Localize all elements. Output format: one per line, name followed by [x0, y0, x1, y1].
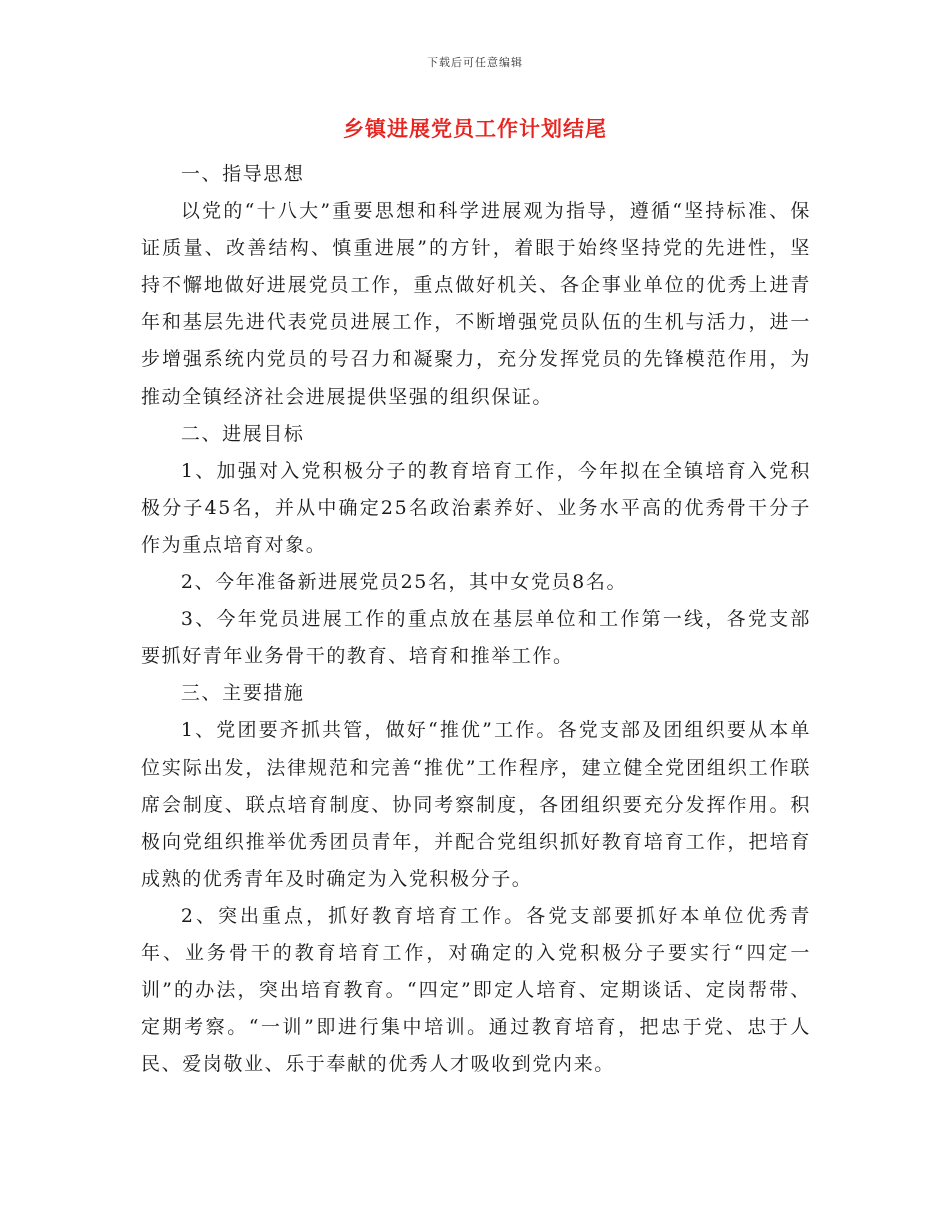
header-note: 下载后可任意编辑	[427, 56, 523, 69]
document-body	[141, 156, 811, 1083]
paragraph-goal-2: 2、今年准备新进展党员25名，其中女党员8名。	[180, 571, 628, 594]
paragraph-measure-1: 1、党团要齐抓共管，做好“推优”工作。各党支部及团组织要从本单位实际出发，法律规范和完善“推优”工作程序，建立健全党团组织工作联席会制度、联点培育制度、协同考察制度，各团组织要充分发挥作用。积极向党组织推举优秀团员青年，并配合党组织抓好教育培育工作，把培育成熟的优秀青年及时确定为入党积极分子。	[141, 719, 811, 890]
section-heading-development-goals: 二、进展目标	[180, 422, 305, 445]
paragraph-guiding-thought: 以党的“十八大”重要思想和科学进展观为指导，遵循“坚持标准、保证质量、改善结构、慎重进展”的方针，着眼于始终坚持党的先进性，坚持不懈地做好进展党员工作，重点做好机关、各企事业单位的优秀上进青年和基层先进代表党员进展工作，不断增强党员队伍的生机与活力，进一步增强系统内党员的号召力和凝聚力，充分发挥党员的先锋模范作用，为推动全镇经济社会进展提供坚强的组织保证。	[141, 200, 811, 408]
document-title: 乡镇进展党员工作计划结尾	[343, 117, 607, 141]
section-heading-main-measures: 三、主要措施	[180, 682, 305, 705]
paragraph-measure-2: 2、突出重点，抓好教育培育工作。各党支部要抓好本单位优秀青年、业务骨干的教育培育工作，对确定的入党积极分子要实行“四定一训”的办法，突出培育教育。“四定”即定人培育、定期谈话、定岗帮带、定期考察。“一训”即进行集中培训。通过教育培育，把忠于党、忠于人民、爱岗敬业、乐于奉献的优秀人才吸收到党内来。	[141, 904, 811, 1076]
paragraph-goal-1: 1、加强对入党积极分子的教育培育工作，今年拟在全镇培育入党积极分子45名，并从中确定25名政治素养好、业务水平高的优秀骨干分子作为重点培育对象。	[141, 459, 811, 556]
paragraph-goal-3: 3、今年党员进展工作的重点放在基层单位和工作第一线，各党支部要抓好青年业务骨干的教育、培育和推举工作。	[141, 608, 811, 668]
section-heading-guiding-thought: 一、指导思想	[180, 163, 305, 185]
